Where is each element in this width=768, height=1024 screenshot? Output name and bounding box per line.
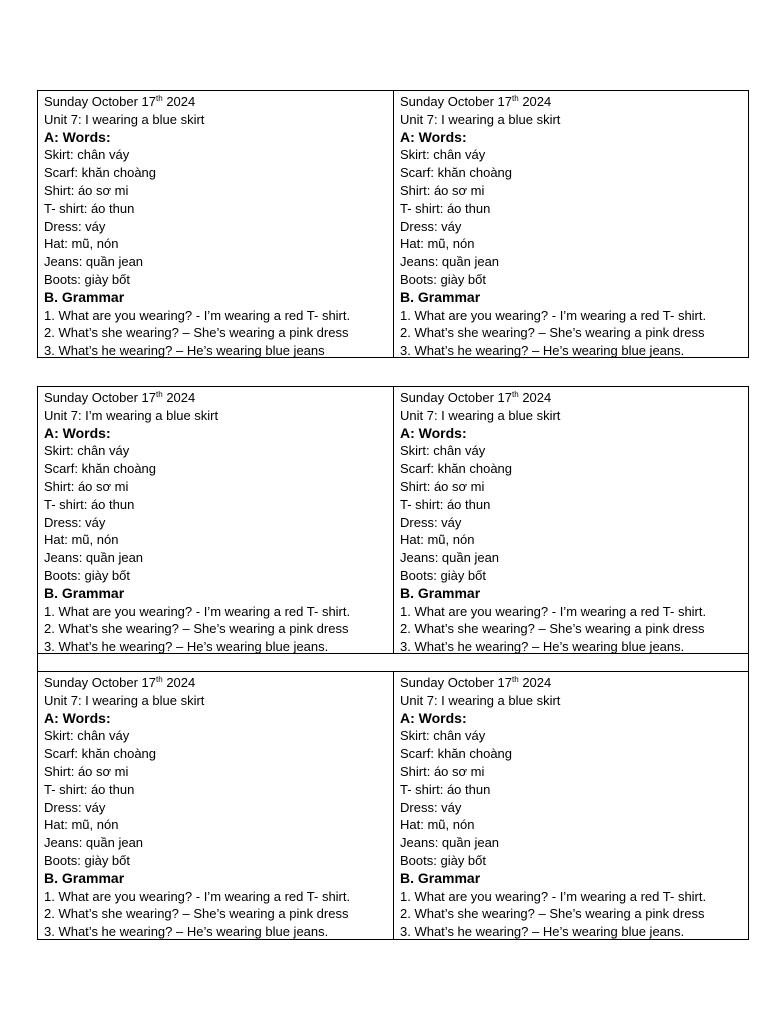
grammar-heading: B. Grammar — [44, 584, 125, 601]
vocab-item: Shirt: áo sơ mi — [400, 478, 485, 494]
empty-table-row — [37, 654, 749, 671]
vocab-item: Hat: mũ, nón — [400, 236, 475, 252]
date-text: Sunday October 17 — [44, 390, 157, 405]
vocab-item: Shirt: áo sơ mi — [44, 763, 129, 779]
grammar-heading: B. Grammar — [44, 288, 125, 305]
grammar-item: 3. What’s he wearing? – He’s wearing blue jeans. — [400, 924, 685, 940]
grammar-item: 1. What are you wearing? - I’m wearing a red T- shirt. — [44, 603, 351, 619]
vocab-item: Scarf: khăn choàng — [44, 461, 157, 477]
date-ordinal: th — [156, 675, 163, 684]
date-year: 2024 — [518, 94, 552, 109]
vocab-item: T- shirt: áo thun — [44, 781, 135, 797]
vocab-item: Shirt: áo sơ mi — [44, 182, 129, 198]
date-text: Sunday October 17 — [44, 94, 157, 109]
date-year: 2024 — [162, 390, 196, 405]
grammar-item: 1. What are you wearing? - I’m wearing a red T- shirt. — [44, 307, 351, 323]
vocab-item: Shirt: áo sơ mi — [44, 478, 129, 494]
card — [393, 387, 748, 653]
grammar-item: 2. What’s she wearing? – She’s wearing a pink dress — [44, 325, 349, 341]
date-text: Sunday October 17 — [44, 675, 157, 690]
vocab-item: Jeans: quần jean — [400, 550, 500, 566]
vocab-item: Dress: váy — [44, 218, 106, 234]
vocab-item: Shirt: áo sơ mi — [400, 182, 485, 198]
card — [393, 91, 748, 357]
grammar-item: 2. What’s she wearing? – She’s wearing a pink dress — [400, 621, 705, 637]
vocab-item: Skirt: chân váy — [400, 147, 486, 163]
vocab-item: Dress: váy — [44, 799, 106, 815]
worksheet-table-2-top — [37, 386, 749, 654]
date-year: 2024 — [162, 675, 196, 690]
vocab-item: Boots: giày bốt — [400, 567, 486, 583]
date-year: 2024 — [162, 94, 196, 109]
grammar-heading: B. Grammar — [400, 288, 481, 305]
vocab-item: Skirt: chân váy — [44, 728, 130, 744]
grammar-item: 2. What’s she wearing? – She’s wearing a pink dress — [400, 325, 705, 341]
date-ordinal: th — [156, 94, 163, 103]
date-ordinal: th — [512, 390, 519, 399]
vocab-item: Dress: váy — [400, 218, 462, 234]
card — [393, 672, 748, 939]
vocab-item: Skirt: chân váy — [400, 728, 486, 744]
unit-title: Unit 7: I wearing a blue skirt — [44, 111, 205, 127]
date-line — [44, 93, 393, 111]
vocab-item: Scarf: khăn choàng — [44, 165, 157, 181]
grammar-item: 3. What’s he wearing? – He’s wearing blue jeans. — [44, 924, 329, 940]
vocab-item: Hat: mũ, nón — [44, 817, 119, 833]
date-line — [44, 674, 393, 692]
vocab-item: Boots: giày bốt — [44, 852, 130, 868]
grammar-item: 3. What’s he wearing? – He’s wearing blue jeans — [44, 343, 325, 359]
date-ordinal: th — [512, 94, 519, 103]
words-heading: A: Words: — [400, 128, 467, 145]
words-heading: A: Words: — [400, 424, 467, 441]
vocab-item: Dress: váy — [44, 514, 106, 530]
date-line — [44, 389, 393, 407]
date-line — [400, 674, 748, 692]
vocab-item: Skirt: chân váy — [400, 443, 486, 459]
grammar-heading: B. Grammar — [400, 584, 481, 601]
vocab-item: Scarf: khăn choàng — [44, 746, 157, 762]
grammar-item: 1. What are you wearing? - I’m wearing a red T- shirt. — [400, 307, 707, 323]
vocab-item: T- shirt: áo thun — [400, 200, 491, 216]
unit-title: Unit 7: I wearing a blue skirt — [400, 407, 561, 423]
vocab-item: Jeans: quần jean — [400, 254, 500, 270]
vocab-item: Skirt: chân váy — [44, 443, 130, 459]
unit-title: Unit 7: I’m wearing a blue skirt — [44, 407, 219, 423]
vocab-item: Scarf: khăn choàng — [400, 165, 513, 181]
card — [38, 672, 393, 939]
vocab-item: Boots: giày bốt — [400, 271, 486, 287]
words-heading: A: Words: — [400, 709, 467, 726]
vocab-item: Boots: giày bốt — [44, 271, 130, 287]
grammar-item: 2. What’s she wearing? – She’s wearing a pink dress — [44, 621, 349, 637]
vocab-item: Hat: mũ, nón — [44, 532, 119, 548]
date-text: Sunday October 17 — [400, 94, 513, 109]
card — [38, 387, 393, 653]
words-heading: A: Words: — [44, 128, 111, 145]
grammar-item: 3. What’s he wearing? – He’s wearing blue jeans. — [400, 343, 685, 359]
date-text: Sunday October 17 — [400, 675, 513, 690]
grammar-item: 1. What are you wearing? - I’m wearing a red T- shirt. — [400, 603, 707, 619]
vocab-item: Hat: mũ, nón — [44, 236, 119, 252]
vocab-item: Jeans: quần jean — [44, 254, 144, 270]
vocab-item: Dress: váy — [400, 799, 462, 815]
date-year: 2024 — [518, 675, 552, 690]
unit-title: Unit 7: I wearing a blue skirt — [400, 111, 561, 127]
words-heading: A: Words: — [44, 709, 111, 726]
vocab-item: Scarf: khăn choàng — [400, 461, 513, 477]
vocab-item: T- shirt: áo thun — [400, 496, 491, 512]
grammar-item: 2. What’s she wearing? – She’s wearing a pink dress — [44, 906, 349, 922]
vocab-item: Jeans: quần jean — [400, 835, 500, 851]
date-line — [400, 93, 748, 111]
grammar-item: 1. What are you wearing? - I’m wearing a red T- shirt. — [400, 888, 707, 904]
vocab-item: T- shirt: áo thun — [400, 781, 491, 797]
vocab-item: Hat: mũ, nón — [400, 532, 475, 548]
grammar-item: 1. What are you wearing? - I’m wearing a red T- shirt. — [44, 888, 351, 904]
unit-title: Unit 7: I wearing a blue skirt — [400, 692, 561, 708]
vocab-item: Boots: giày bốt — [400, 852, 486, 868]
grammar-heading: B. Grammar — [44, 869, 125, 886]
words-heading: A: Words: — [44, 424, 111, 441]
grammar-item: 2. What’s she wearing? – She’s wearing a pink dress — [400, 906, 705, 922]
vocab-item: Jeans: quần jean — [44, 835, 144, 851]
date-ordinal: th — [156, 390, 163, 399]
card — [38, 91, 393, 357]
vocab-item: Skirt: chân váy — [44, 147, 130, 163]
grammar-item: 3. What’s he wearing? – He’s wearing blue jeans. — [400, 639, 685, 655]
unit-title: Unit 7: I wearing a blue skirt — [44, 692, 205, 708]
grammar-heading: B. Grammar — [400, 869, 481, 886]
vocab-item: T- shirt: áo thun — [44, 496, 135, 512]
vocab-item: T- shirt: áo thun — [44, 200, 135, 216]
date-text: Sunday October 17 — [400, 390, 513, 405]
grammar-item: 3. What’s he wearing? – He’s wearing blue jeans. — [44, 639, 329, 655]
vocab-item: Hat: mũ, nón — [400, 817, 475, 833]
date-ordinal: th — [512, 675, 519, 684]
vocab-item: Scarf: khăn choàng — [400, 746, 513, 762]
date-line — [400, 389, 748, 407]
vocab-item: Dress: váy — [400, 514, 462, 530]
vocab-item: Jeans: quần jean — [44, 550, 144, 566]
worksheet-table-1 — [37, 90, 749, 358]
vocab-item: Boots: giày bốt — [44, 567, 130, 583]
vocab-item: Shirt: áo sơ mi — [400, 763, 485, 779]
date-year: 2024 — [518, 390, 552, 405]
worksheet-table-2-bottom — [37, 671, 749, 940]
